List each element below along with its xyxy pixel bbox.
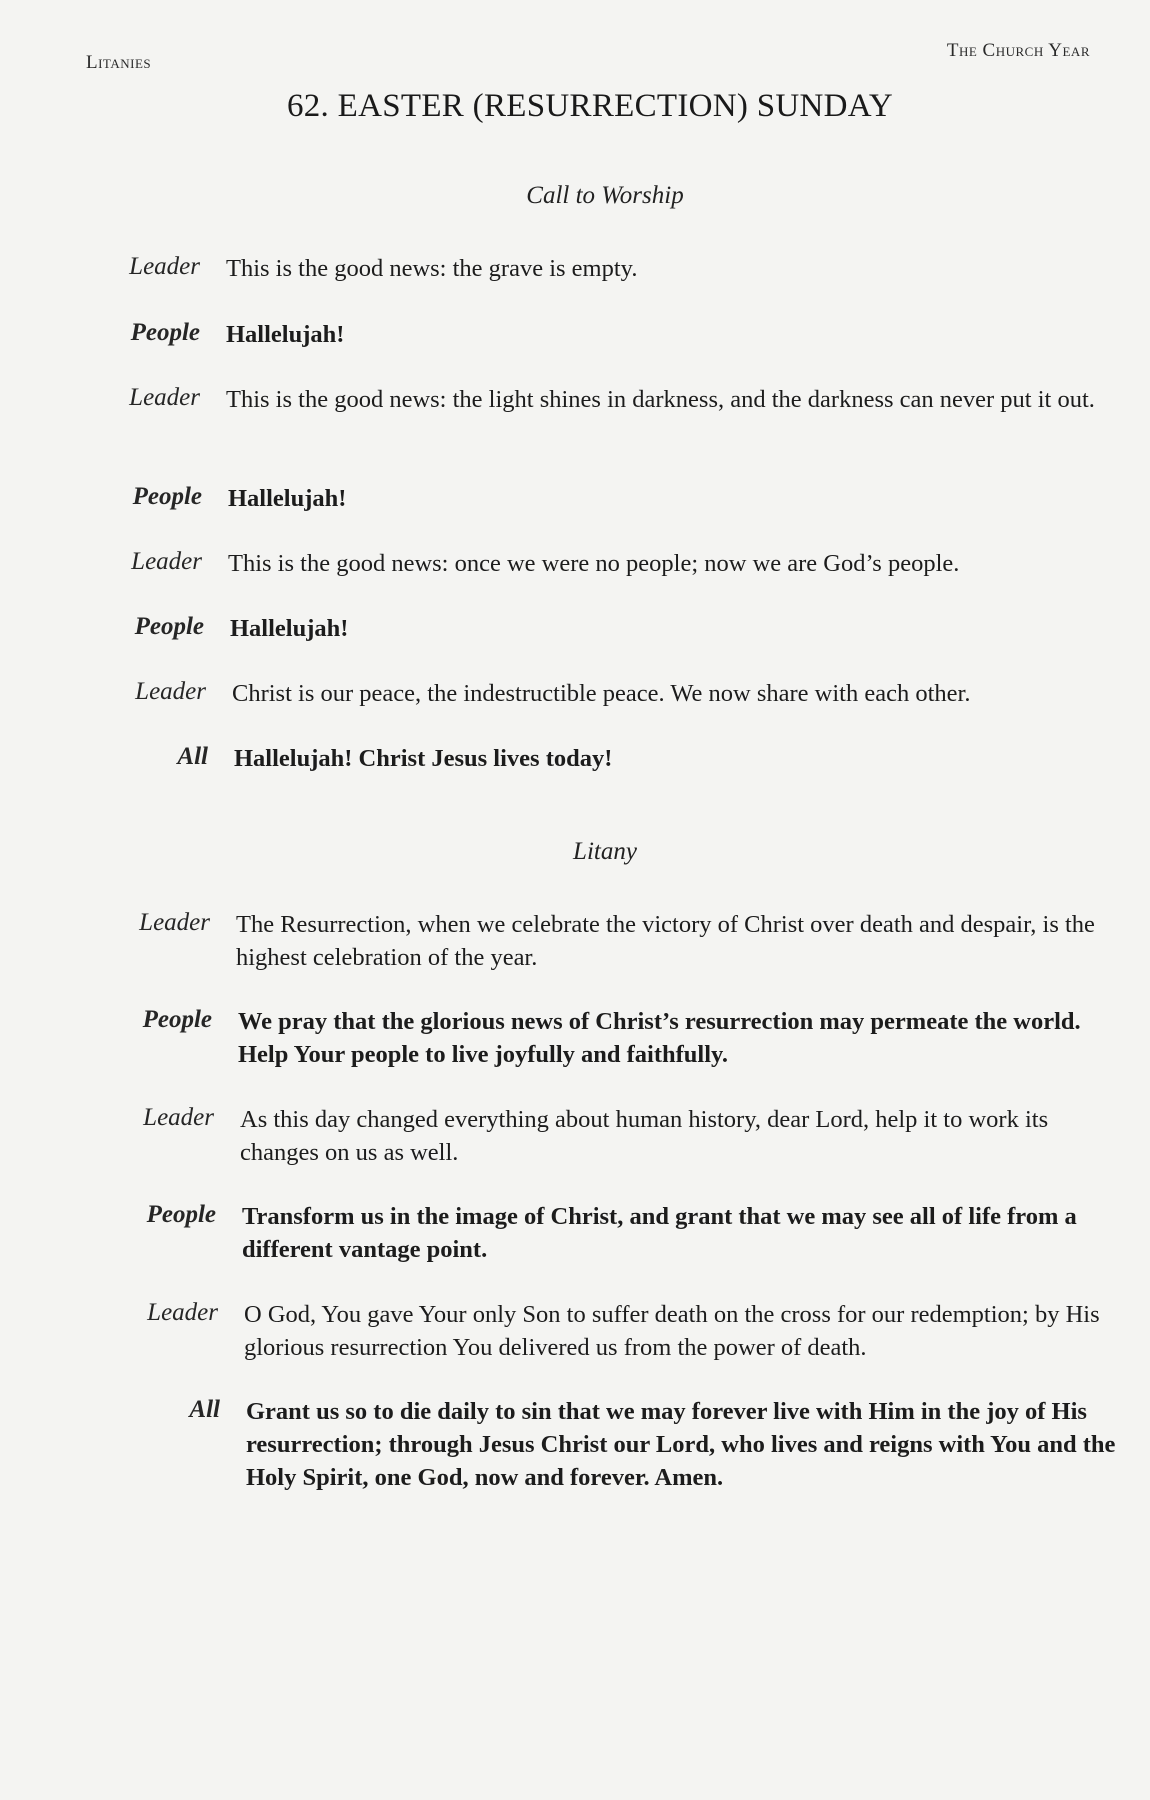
call-line [108,318,1098,351]
call-line [112,612,1102,645]
call-to-worship-heading: Call to Worship [526,182,684,209]
speaker-label: Leader [139,909,210,936]
speaker-label: People [134,613,204,640]
speaker-label: All [189,1396,220,1423]
page-title: 62. EASTER (RESURRECTION) SUNDAY [286,88,894,124]
line-text: This is the good news: the light shines in darkness, and the darkness can never put it out. [226,386,1095,413]
speaker-label: People [130,319,200,346]
litany-line [126,1298,1116,1364]
line-text: Hallelujah! Christ Jesus lives today! [234,745,613,772]
call-line [110,482,1100,515]
line-text: Hallelujah! [228,485,347,512]
line-text: O God, You gave Your only Son to suffer death on the cross for our redemption; by His glorious resurrection You delivered us from the power of death. [244,1301,1100,1361]
speaker-label: Leader [131,548,202,575]
litany-heading: Litany [573,838,637,865]
line-text: This is the good news: once we were no people; now we are God’s people. [228,550,960,577]
line-text: Transform us in the image of Christ, and grant that we may see all of life from a different vantage point. [242,1203,1077,1263]
call-line [110,547,1100,580]
speaker-label: Leader [143,1104,214,1131]
speaker-label: Leader [129,384,200,411]
speaker-label: Leader [135,678,206,705]
litany-line [120,1005,1110,1071]
speaker-label: People [142,1006,212,1033]
litany-line [122,1103,1112,1169]
call-line [114,677,1104,710]
line-text: Christ is our peace, the indestructible peace. We now share with each other. [232,680,971,707]
litany-line [128,1395,1118,1494]
line-text: Hallelujah! [230,615,349,642]
speaker-label: Leader [147,1299,218,1326]
line-text: Hallelujah! [226,321,345,348]
running-head-right: The Church Year [946,40,1090,61]
speaker-label: Leader [129,253,200,280]
line-text: The Resurrection, when we celebrate the victory of Christ over death and despair, is the highest celebration of the year. [236,911,1095,971]
line-text: Grant us so to die daily to sin that we may forever live with Him in the joy of His resurrection; through Jesus Christ our Lord, who lives and reigns with You and the Holy Spirit, one God, now and forever. Amen. [246,1398,1116,1491]
speaker-label: People [132,483,202,510]
line-text: This is the good news: the grave is empty. [226,255,638,282]
litany-line [124,1200,1114,1266]
line-text: We pray that the glorious news of Christ’s resurrection may permeate the world. Help Your people to live joyfully and faithfully. [238,1008,1081,1068]
call-line [116,742,1106,775]
running-head-left: Litanies [86,52,152,73]
speaker-label: People [146,1201,216,1228]
call-line [108,383,1098,416]
litany-line [118,908,1108,974]
line-text: As this day changed everything about human history, dear Lord, help it to work its changes on us as well. [240,1106,1049,1166]
speaker-label: All [177,743,208,770]
call-line [108,252,1098,285]
